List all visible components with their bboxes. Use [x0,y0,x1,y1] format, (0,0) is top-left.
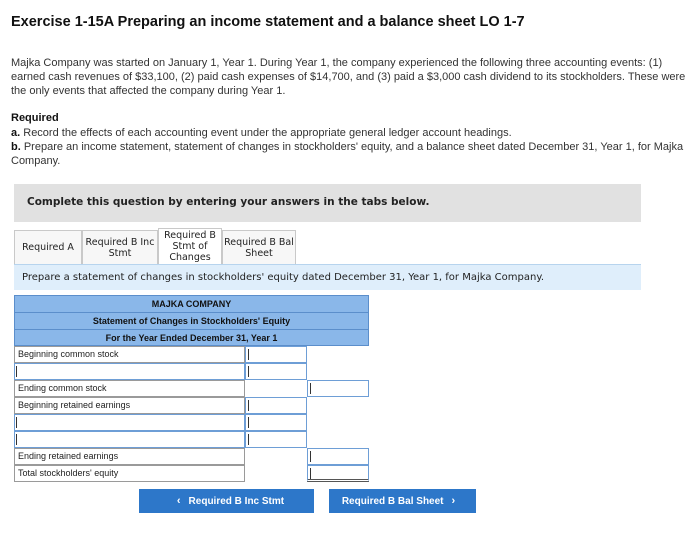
table-row [14,465,369,482]
statement-header [14,295,369,346]
tab-required-b-stmt-of-changes[interactable] [158,228,222,264]
prev-tab-button[interactable] [139,489,314,513]
chevron-right-icon: › [451,495,456,507]
total-input[interactable] [307,465,369,482]
exercise-title: Exercise 1-15A Preparing an income statement and a balance sheet LO 1-7 [11,14,525,30]
tab-required-b-inc-stmt-label: Required B Inc Stmt [85,236,155,259]
prev-tab-label: Required B Inc Stmt [188,495,285,507]
table-row [14,380,369,397]
amount-input[interactable] [245,397,307,414]
tab-instruction: Prepare a statement of changes in stockholders' equity dated December 31, Year 1, for Majka Company. [14,264,641,290]
statement-period: For the Year Ended December 31, Year 1 [14,329,369,346]
row-label: Beginning retained earnings [14,397,245,414]
table-row [14,448,369,465]
tab-required-b-bal-sheet[interactable] [222,230,296,264]
tab-required-b-bal-sheet-label: Required B Bal Sheet [224,236,294,259]
row-label: Ending common stock [14,380,245,397]
total-input[interactable] [307,380,369,397]
required-a-prefix: a. [11,127,21,139]
required-a-text: Record the effects of each accounting event under the appropriate general ledger account headings. [23,127,512,139]
tab-required-b-stmt-of-changes-label: Required B Stmt of Changes [164,230,216,263]
statement-name: Statement of Changes in Stockholders' Equity [14,312,369,329]
total-cell [307,346,369,363]
row-label: Beginning common stock [14,346,245,363]
amount-input[interactable] [245,363,307,380]
amount-cell [245,448,307,465]
tab-required-a-label: Required A [22,242,74,253]
label-select[interactable] [14,363,245,380]
panel-text: Complete this question by entering your answers in the tabs below. [27,196,430,208]
problem-intro: Majka Company was started on January 1, Year 1. During Year 1, the company experienced the following three accounting events: (1) earned cash revenues of $33,100, (2) paid cash expenses of $14,700, and (3) paid a $3,000 cash dividend to its stockholders. These were the only events that affected the company during Year 1. [11,57,686,97]
row-label: Ending retained earnings [14,448,245,465]
required-a [11,126,691,140]
table-row [14,414,369,431]
label-select[interactable] [14,431,245,448]
required-heading: Required [11,112,59,124]
table-row [14,346,369,363]
amount-input[interactable] [245,414,307,431]
tab-required-b-inc-stmt[interactable] [82,230,158,264]
amount-cell [245,465,307,482]
table-row [14,431,369,448]
total-cell [307,397,369,414]
total-cell [307,363,369,380]
table-row [14,397,369,414]
amount-cell [245,380,307,397]
tab-required-a[interactable] [14,230,82,264]
required-b-text: Prepare an income statement, statement of changes in stockholders' equity, and a balance sheet dated December 31, Year 1, for Majka Company. [11,141,684,167]
next-tab-button[interactable] [329,489,476,513]
required-b-prefix: b. [11,141,21,153]
amount-input[interactable] [245,431,307,448]
total-cell [307,431,369,448]
amount-input[interactable] [245,346,307,363]
row-label: Total stockholders' equity [14,465,245,482]
chevron-left-icon: ‹ [176,495,181,507]
required-b [11,140,691,168]
next-tab-label: Required B Bal Sheet [341,495,444,507]
instruction-panel [14,184,641,222]
total-cell [307,414,369,431]
statement-company: MAJKA COMPANY [14,295,369,312]
table-row [14,363,369,380]
label-select[interactable] [14,414,245,431]
total-input[interactable] [307,448,369,465]
